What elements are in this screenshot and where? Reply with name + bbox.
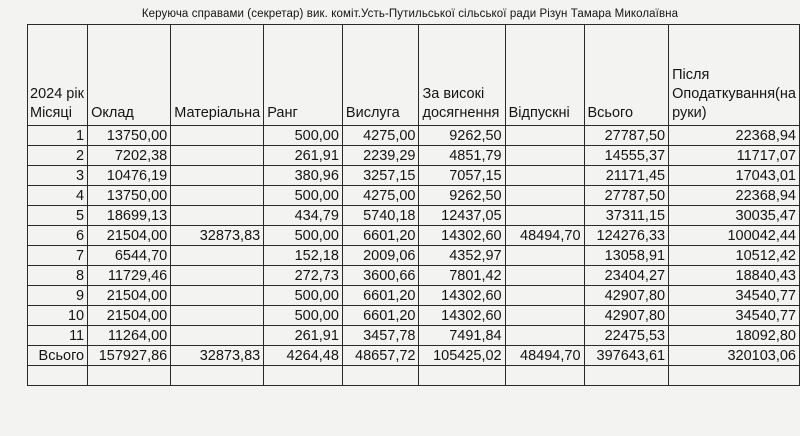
cell-month: 7	[28, 246, 88, 266]
cell-total: 124276,33	[584, 226, 669, 246]
header-row	[28, 25, 800, 126]
cell-seniority: 6601,20	[342, 286, 419, 306]
totals-after-tax: 320103,06	[669, 346, 800, 366]
cell-rank: 500,00	[264, 306, 343, 326]
cell-material	[171, 306, 264, 326]
table-row	[28, 286, 800, 306]
totals-material: 32873,83	[171, 346, 264, 366]
cell-seniority: 3257,15	[342, 166, 419, 186]
cell-vacation	[505, 326, 584, 346]
cell-achievements: 9262,50	[419, 186, 505, 206]
totals-total: 397643,61	[584, 346, 669, 366]
header-seniority: Вислуга	[342, 25, 419, 126]
cell-material: 32873,83	[171, 226, 264, 246]
cell-achievements: 4352,97	[419, 246, 505, 266]
cell-material	[171, 266, 264, 286]
cell-seniority: 6601,20	[342, 226, 419, 246]
cell-month: 8	[28, 266, 88, 286]
cell-achievements: 9262,50	[419, 126, 505, 146]
cell-material	[171, 126, 264, 146]
empty-row	[28, 366, 800, 386]
cell-salary: 11729,46	[88, 266, 171, 286]
cell-achievements: 7057,15	[419, 166, 505, 186]
empty-cell	[28, 366, 88, 386]
cell-material	[171, 206, 264, 226]
empty-cell	[505, 366, 584, 386]
cell-salary: 13750,00	[88, 186, 171, 206]
cell-vacation	[505, 206, 584, 226]
cell-vacation	[505, 186, 584, 206]
cell-total: 21171,45	[584, 166, 669, 186]
header-vacation: Відпускні	[505, 25, 584, 126]
cell-salary: 7202,38	[88, 146, 171, 166]
table-row	[28, 246, 800, 266]
cell-material	[171, 246, 264, 266]
table-row	[28, 206, 800, 226]
cell-seniority: 2009,06	[342, 246, 419, 266]
table-row	[28, 306, 800, 326]
cell-rank: 380,96	[264, 166, 343, 186]
table-row	[28, 226, 800, 246]
totals-vacation: 48494,70	[505, 346, 584, 366]
empty-cell	[584, 366, 669, 386]
table-row	[28, 166, 800, 186]
empty-cell	[669, 366, 800, 386]
cell-vacation	[505, 126, 584, 146]
cell-seniority: 3600,66	[342, 266, 419, 286]
totals-label: Всього	[28, 346, 88, 366]
cell-achievements: 14302,60	[419, 306, 505, 326]
cell-rank: 261,91	[264, 326, 343, 346]
cell-seniority: 3457,78	[342, 326, 419, 346]
cell-rank: 500,00	[264, 286, 343, 306]
cell-achievements: 4851,79	[419, 146, 505, 166]
cell-month: 2	[28, 146, 88, 166]
cell-salary: 18699,13	[88, 206, 171, 226]
cell-month: 4	[28, 186, 88, 206]
empty-cell	[419, 366, 505, 386]
cell-vacation	[505, 166, 584, 186]
cell-total: 13058,91	[584, 246, 669, 266]
cell-rank: 272,73	[264, 266, 343, 286]
header-salary: Оклад	[88, 25, 171, 126]
header-rank: Ранг	[264, 25, 343, 126]
header-material: Матеріальна	[171, 25, 264, 126]
totals-achievements: 105425,02	[419, 346, 505, 366]
empty-cell	[342, 366, 419, 386]
cell-after-tax: 22368,94	[669, 126, 800, 146]
cell-after-tax: 30035,47	[669, 206, 800, 226]
cell-total: 27787,50	[584, 126, 669, 146]
cell-seniority: 4275,00	[342, 186, 419, 206]
cell-rank: 500,00	[264, 186, 343, 206]
cell-month: 3	[28, 166, 88, 186]
document-caption: Керуюча справами (секретар) вик. коміт.Усть-Путильської сільської ради Різун Тамара Миколаївна	[141, 8, 679, 20]
cell-achievements: 14302,60	[419, 286, 505, 306]
cell-vacation: 48494,70	[505, 226, 584, 246]
cell-month: 10	[28, 306, 88, 326]
cell-after-tax: 18092,80	[669, 326, 800, 346]
cell-material	[171, 166, 264, 186]
cell-salary: 21504,00	[88, 286, 171, 306]
cell-achievements: 7491,84	[419, 326, 505, 346]
cell-after-tax: 22368,94	[669, 186, 800, 206]
empty-cell	[171, 366, 264, 386]
totals-salary: 157927,86	[88, 346, 171, 366]
cell-material	[171, 146, 264, 166]
cell-salary: 10476,19	[88, 166, 171, 186]
cell-month: 9	[28, 286, 88, 306]
table-row	[28, 266, 800, 286]
cell-after-tax: 18840,43	[669, 266, 800, 286]
cell-salary: 11264,00	[88, 326, 171, 346]
cell-seniority: 4275,00	[342, 126, 419, 146]
header-total: Всього	[584, 25, 669, 126]
cell-vacation	[505, 286, 584, 306]
cell-material	[171, 186, 264, 206]
cell-salary: 6544,70	[88, 246, 171, 266]
cell-after-tax: 34540,77	[669, 286, 800, 306]
cell-seniority: 2239,29	[342, 146, 419, 166]
totals-rank: 4264,48	[264, 346, 343, 366]
totals-row	[28, 346, 800, 366]
cell-rank: 500,00	[264, 126, 343, 146]
cell-total: 14555,37	[584, 146, 669, 166]
empty-cell	[88, 366, 171, 386]
cell-after-tax: 17043,01	[669, 166, 800, 186]
cell-after-tax: 100042,44	[669, 226, 800, 246]
cell-achievements: 7801,42	[419, 266, 505, 286]
cell-seniority: 5740,18	[342, 206, 419, 226]
salary-table	[27, 24, 800, 386]
cell-material	[171, 286, 264, 306]
cell-total: 37311,15	[584, 206, 669, 226]
cell-month: 6	[28, 226, 88, 246]
empty-cell	[264, 366, 343, 386]
cell-after-tax: 11717,07	[669, 146, 800, 166]
header-after-tax: Після Оподаткування(на руки)	[669, 25, 800, 126]
table-row	[28, 186, 800, 206]
cell-total: 42907,80	[584, 286, 669, 306]
table-row	[28, 326, 800, 346]
header-year: 2024 рік Місяці	[28, 25, 88, 126]
table-row	[28, 126, 800, 146]
totals-seniority: 48657,72	[342, 346, 419, 366]
cell-vacation	[505, 306, 584, 326]
table-row	[28, 146, 800, 166]
cell-vacation	[505, 266, 584, 286]
cell-total: 22475,53	[584, 326, 669, 346]
cell-achievements: 12437,05	[419, 206, 505, 226]
cell-vacation	[505, 146, 584, 166]
cell-rank: 500,00	[264, 226, 343, 246]
cell-rank: 261,91	[264, 146, 343, 166]
cell-salary: 21504,00	[88, 306, 171, 326]
header-achievements: За високі досягнення	[419, 25, 505, 126]
cell-rank: 434,79	[264, 206, 343, 226]
cell-seniority: 6601,20	[342, 306, 419, 326]
cell-after-tax: 10512,42	[669, 246, 800, 266]
cell-total: 23404,27	[584, 266, 669, 286]
cell-vacation	[505, 246, 584, 266]
cell-month: 11	[28, 326, 88, 346]
cell-salary: 13750,00	[88, 126, 171, 146]
cell-total: 27787,50	[584, 186, 669, 206]
cell-total: 42907,80	[584, 306, 669, 326]
cell-month: 1	[28, 126, 88, 146]
cell-salary: 21504,00	[88, 226, 171, 246]
cell-rank: 152,18	[264, 246, 343, 266]
cell-month: 5	[28, 206, 88, 226]
cell-material	[171, 326, 264, 346]
cell-after-tax: 34540,77	[669, 306, 800, 326]
cell-achievements: 14302,60	[419, 226, 505, 246]
